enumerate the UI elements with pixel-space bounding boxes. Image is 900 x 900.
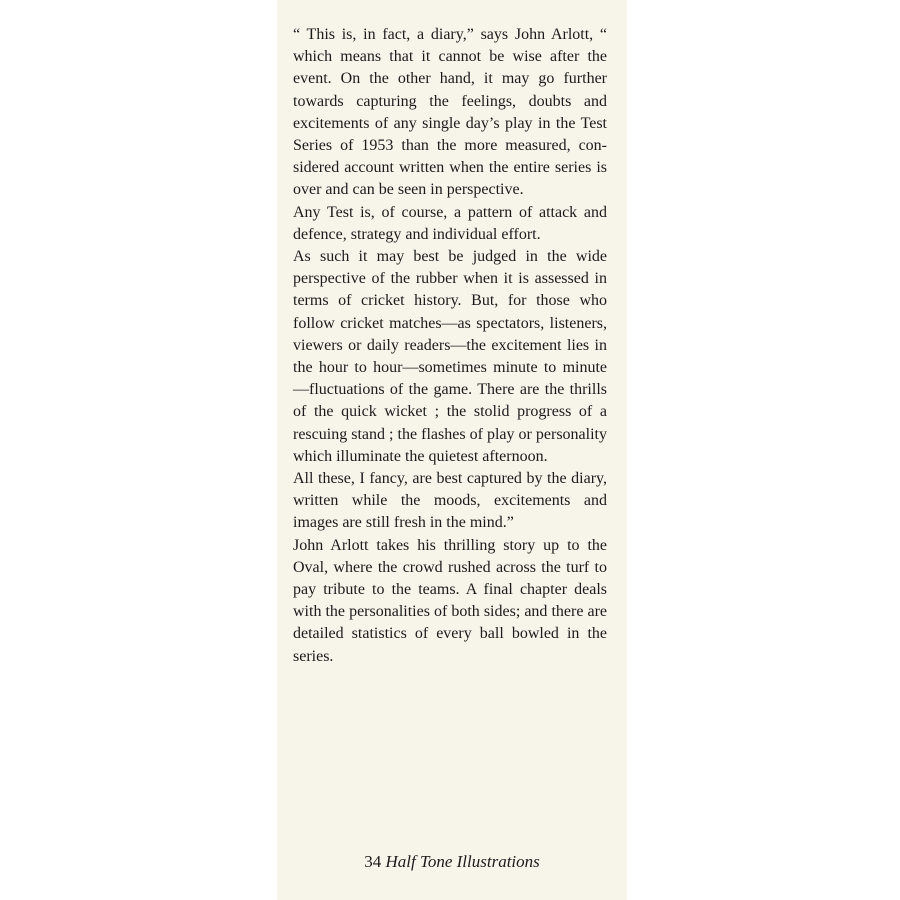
paragraph-diary-quote: “ This is, in fact, a diary,” says John Arlott, “ which means that it cannot be wise after the event. On the other hand, it may go further towards capturing the feelings, doubts and excitements of any single day’s play in the Test Series of 1953 than the more measured, considered account written when the entire series is over and can be seen in perspective. [293,26,607,199]
blurb-text [293,24,607,668]
illustrations-note [277,852,627,872]
book-page [277,0,627,900]
paragraph-any-test: Any Test is, of course, a pattern of attack and defence, strategy and individual effort. [293,203,607,243]
illustrations-label: Half Tone Illustrations [385,852,540,871]
paragraph-perspective: As such it may best be judged in the wide perspective of the rubber when it is assessed in terms of cricket history. But, for those who follow cricket matches—as spectators, listeners, viewers or daily readers—the excitement lies in the hour to hour—sometimes minute to minute—fluctuations of the game. There are the thrills of the quick wicket ; the stolid progress of a rescuing stand ; the flashes of play or personality which illuminate the quietest afternoon. [293,248,607,465]
illustrations-count: 34 [364,852,382,871]
paragraph-oval-story: John Arlott takes his thrilling story up to the Oval, where the crowd rushed across the turf to pay tribute to the teams. A final chapter deals with the personalities of both sides; and there are detailed statistics of every ball bowled in the series. [293,536,607,665]
paragraph-all-these: All these, I fancy, are best captured by the diary, written while the moods, excitements and images are still fresh in the mind.” [293,470,607,532]
